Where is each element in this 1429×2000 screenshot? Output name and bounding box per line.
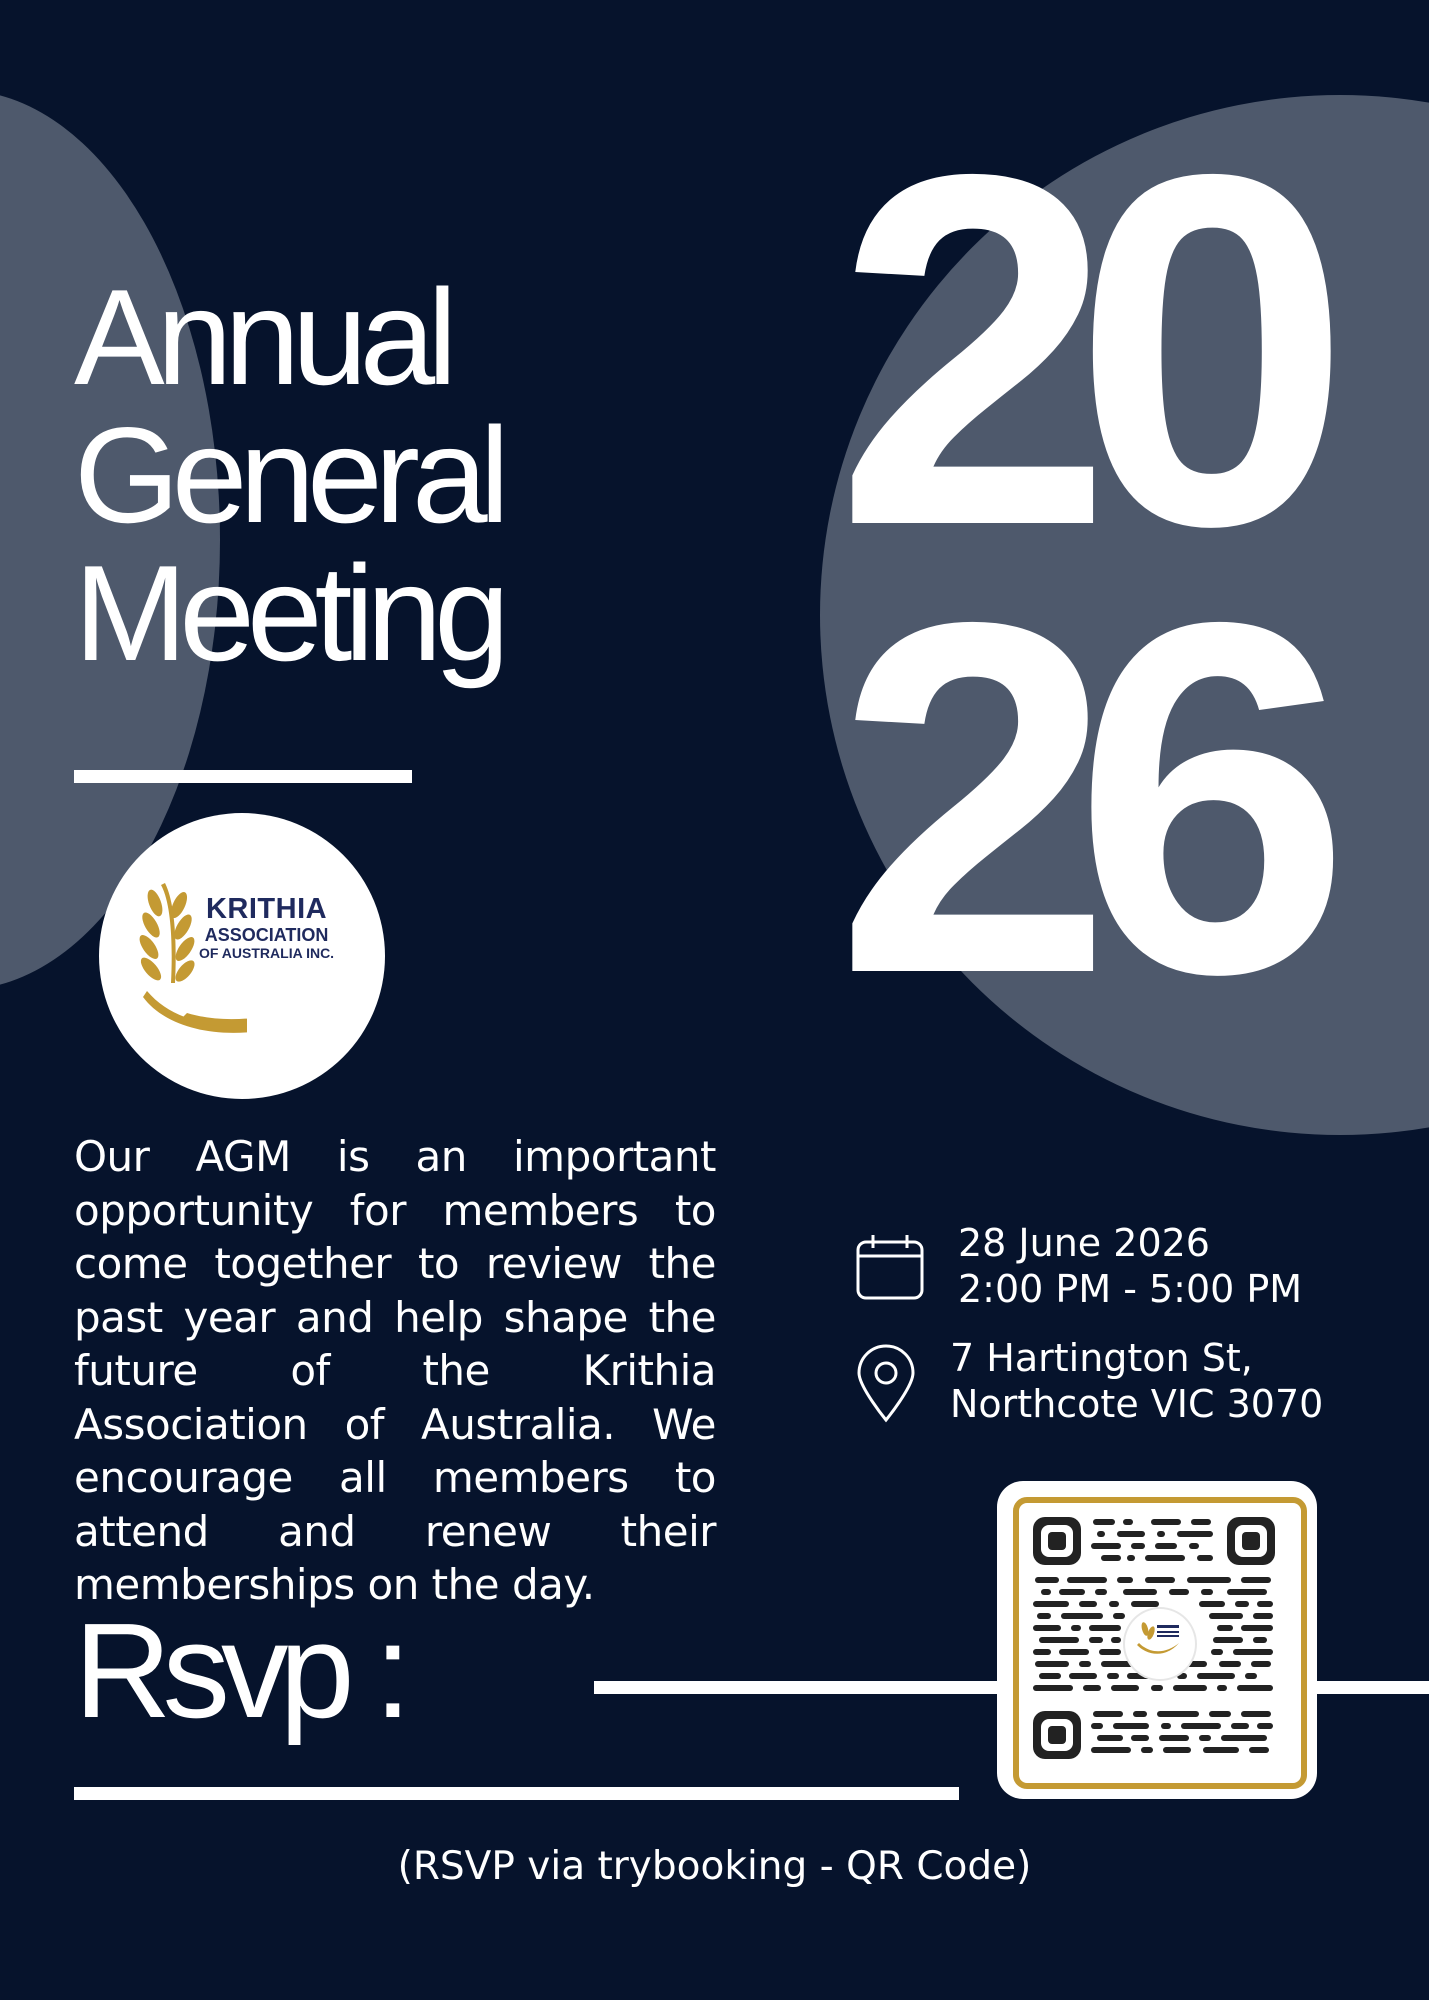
- event-datetime: [958, 1220, 1302, 1312]
- association-logo: [99, 813, 385, 1099]
- logo-subtitle-1: ASSOCIATION: [204, 925, 329, 945]
- event-date: 28 June 2026: [958, 1221, 1210, 1265]
- event-time: 2:00 PM - 5:00 PM: [958, 1267, 1303, 1311]
- intro-paragraph: Our AGM is an important opportunity for members to come together to review the past year and help shape the future of the Krithia Association of Australia. We encourage all members to attend and renew their memberships on the day.: [74, 1132, 716, 1609]
- event-title: [74, 261, 502, 689]
- logo-name: KRITHIA: [205, 893, 328, 925]
- title-line-1: Annual: [74, 261, 450, 413]
- rsvp-label: Rsvp :: [74, 1595, 403, 1746]
- title-line-2: General: [74, 399, 502, 551]
- logo-text: [199, 895, 334, 960]
- year-digits-bottom: 26: [835, 518, 1312, 1077]
- title-divider: [74, 770, 412, 783]
- year-digits-top: 20: [835, 70, 1312, 629]
- rsvp-caption: (RSVP via trybooking - QR Code): [397, 1844, 1032, 1889]
- title-line-3: Meeting: [74, 537, 502, 689]
- qr-center-logo: [1125, 1609, 1195, 1679]
- wheat-icon: [1133, 1617, 1183, 1657]
- logo-subtitle-2: OF AUSTRALIA INC.: [199, 945, 335, 961]
- event-address: [950, 1335, 1323, 1427]
- rsvp-line-bottom: [74, 1787, 959, 1800]
- address-line-1: 7 Hartington St,: [950, 1336, 1253, 1380]
- rsvp-qr-code[interactable]: [997, 1481, 1317, 1799]
- qr-frame: [1013, 1497, 1307, 1789]
- address-line-2: Northcote VIC 3070: [950, 1382, 1324, 1426]
- calendar-icon: [855, 1232, 925, 1302]
- location-pin-icon: [855, 1343, 917, 1423]
